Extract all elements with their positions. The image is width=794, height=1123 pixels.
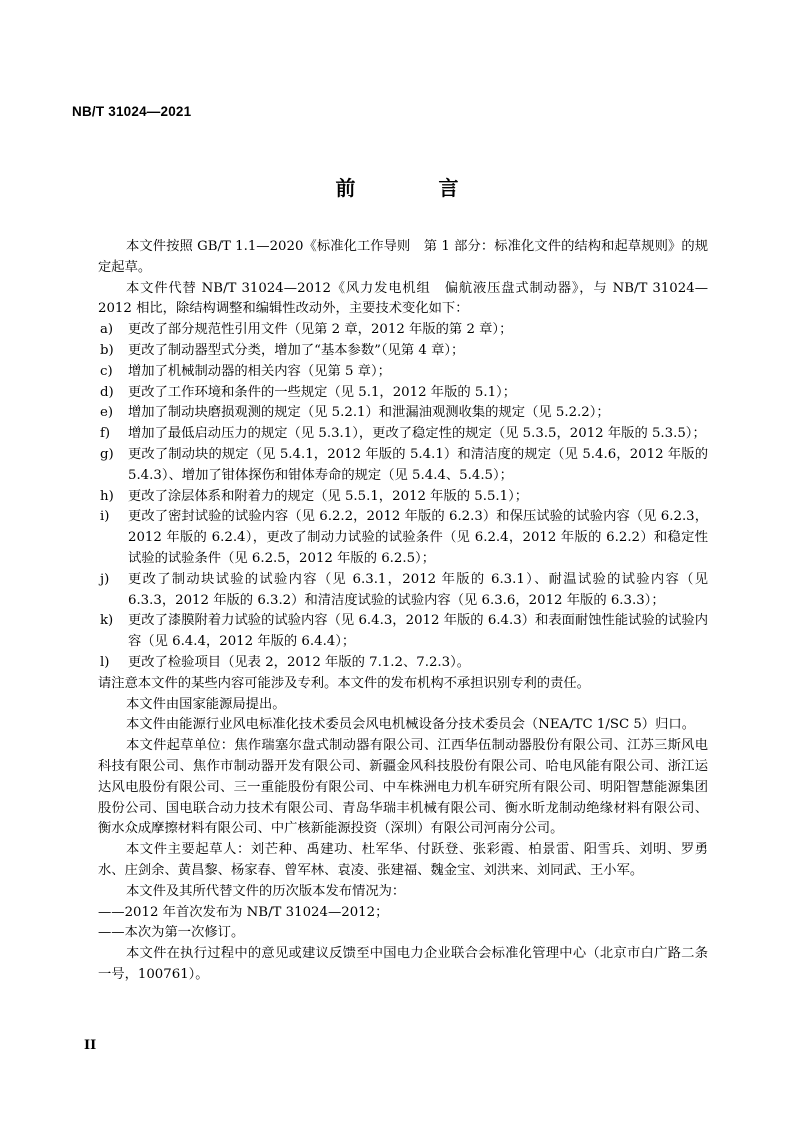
paragraph-proposer: 本文件由国家能源局提出。 [126, 696, 286, 712]
list-item-text: 更改了涂层体系和附着力的规定（见 5.5.1，2012 年版的 5.5.1）； [128, 488, 529, 504]
list-item [98, 362, 708, 383]
list-marker: g) [100, 446, 114, 462]
list-marker: c) [100, 363, 113, 379]
foreword-body [98, 237, 708, 986]
page-title: 前 言 [335, 176, 497, 200]
list-marker: j) [100, 571, 110, 587]
list-item-text: 增加了最低启动压力的规定（见 5.3.1），更改了稳定性的规定（见 5.3.5，2012 年版的 5.3.5）； [128, 426, 706, 442]
list-item [98, 611, 708, 653]
page-number: II [84, 1038, 97, 1053]
list-item [98, 341, 708, 362]
paragraph-feedback: 本文件在执行过程中的意见或建议反馈至中国电力企业联合会标准化管理中心（北京市白广路二条一号，100761）。 [98, 946, 708, 982]
paragraph-committee: 本文件由能源行业风电标准化技术委员会风电机械设备分技术委员会（NEA/TC 1/SC 5）归口。 [126, 717, 695, 733]
list-marker: h) [100, 488, 114, 504]
list-marker: b) [100, 342, 114, 358]
list-item [98, 403, 708, 424]
paragraph-drafting-basis: 本文件按照 GB/T 1.1—2020《标准化工作导则 第 1 部分：标准化文件的结构和起草规则》的规定起草。 [98, 239, 708, 275]
list-item-text: 增加了机械制动器的相关内容（见第 5 章）； [128, 363, 391, 379]
patent-notice: 请注意本文件的某些内容可能涉及专利。本文件的发布机构不承担识别专利的责任。 [98, 675, 590, 691]
document-number: NB/T 31024—2021 [72, 104, 192, 119]
list-item-text: 更改了漆膜附着力试验的试验内容（见 6.4.3，2012 年版的 6.4.3）和表面耐蚀性能试验的试验内容（见 6.4.4，2012 年版的 6.4.4）； [128, 613, 708, 650]
list-item-text: 更改了密封试验的试验内容（见 6.2.2，2012 年版的 6.2.3）和保压试验的试验内容（见 6.2.3，2012 年版的 6.2.4），更改了制动力试验的试验条件（见 6.2.4，2012 年版的 6.2.2）和稳定性试验的试验条件（见 6.2.5，2012 年版的 6.2.5）； [128, 509, 708, 566]
list-item-text: 更改了制动块试验的试验内容（见 6.3.1，2012 年版的 6.3.1）、耐温试验的试验内容（见 6.3.3，2012 年版的 6.3.2）和清洁度试验的试验内容（见 6.3.6，2012 年版的 6.3.3）； [128, 571, 708, 608]
paragraph-drafting-units: 本文件起草单位：焦作瑞塞尔盘式制动器有限公司、江西华伍制动器股份有限公司、江苏三斯风电科技有限公司、焦作市制动器开发有限公司、新疆金风科技股份有限公司、哈电风能有限公司、浙江运达风电股份有限公司、三一重能股份有限公司、中车株洲电力机车研究所有限公司、明阳智慧能源集团股份公司、国电联合动力技术有限公司、青岛华瑞丰机械有限公司、衡水昕龙制动绝缘材料有限公司、衡水众成摩擦材料有限公司、中广核新能源投资（深圳）有限公司河南分公司。 [98, 738, 708, 837]
list-marker: k) [100, 613, 114, 629]
history-item: ——本次为第一次修订。 [98, 925, 245, 941]
list-marker: i) [100, 509, 110, 525]
list-item-text: 更改了部分规范性引用文件（见第 2 章，2012 年版的第 2 章）； [128, 322, 513, 338]
list-marker: f) [100, 426, 111, 442]
list-item [98, 570, 708, 612]
list-item [98, 653, 708, 674]
list-marker: d) [100, 384, 114, 400]
list-item-text: 更改了检验项目（见表 2，2012 年版的 7.1.2、7.2.3）。 [128, 654, 471, 670]
changes-list [98, 320, 708, 674]
paragraph-replacement: 本文件代替 NB/T 31024—2012《风力发电机组 偏航液压盘式制动器》，与 NB/T 31024—2012 相比，除结构调整和编辑性改动外，主要技术变化如下： [98, 280, 708, 317]
list-item [98, 424, 708, 445]
paragraph-drafters: 本文件主要起草人：刘芒种、禹建功、杜军华、付跃登、张彩霞、柏景雷、阳雪兵、刘明、罗勇水、庄剑余、黄昌黎、杨家春、曾军林、袁凌、张建福、魏金宝、刘洪来、刘同武、王小军。 [98, 842, 708, 878]
list-item-text: 更改了制动器型式分类，增加了“基本参数”（见第 4 章）； [128, 342, 465, 358]
list-item [98, 320, 708, 341]
list-item-text: 更改了制动块的规定（见 5.4.1，2012 年版的 5.4.1）和清洁度的规定（见 5.4.6，2012 年版的 5.4.3）、增加了钳体探伤和钳体寿命的规定（见 5.4.4、5.4.5）； [128, 446, 708, 483]
list-item [98, 445, 708, 487]
list-marker: a) [100, 322, 114, 338]
list-item [98, 507, 708, 569]
list-item-text: 增加了制动块磨损观测的规定（见 5.2.1）和泄漏油观测收集的规定（见 5.2.2）； [128, 405, 610, 421]
history-item: ——2012 年首次发布为 NB/T 31024—2012； [98, 904, 389, 920]
list-item [98, 383, 708, 404]
list-marker: l) [100, 654, 110, 670]
list-item [98, 487, 708, 508]
list-item-text: 更改了工作环境和条件的一些规定（见 5.1，2012 年版的 5.1）； [128, 384, 516, 400]
paragraph-history-intro: 本文件及其所代替文件的历次版本发布情况为： [126, 883, 406, 899]
list-marker: e) [100, 405, 114, 421]
